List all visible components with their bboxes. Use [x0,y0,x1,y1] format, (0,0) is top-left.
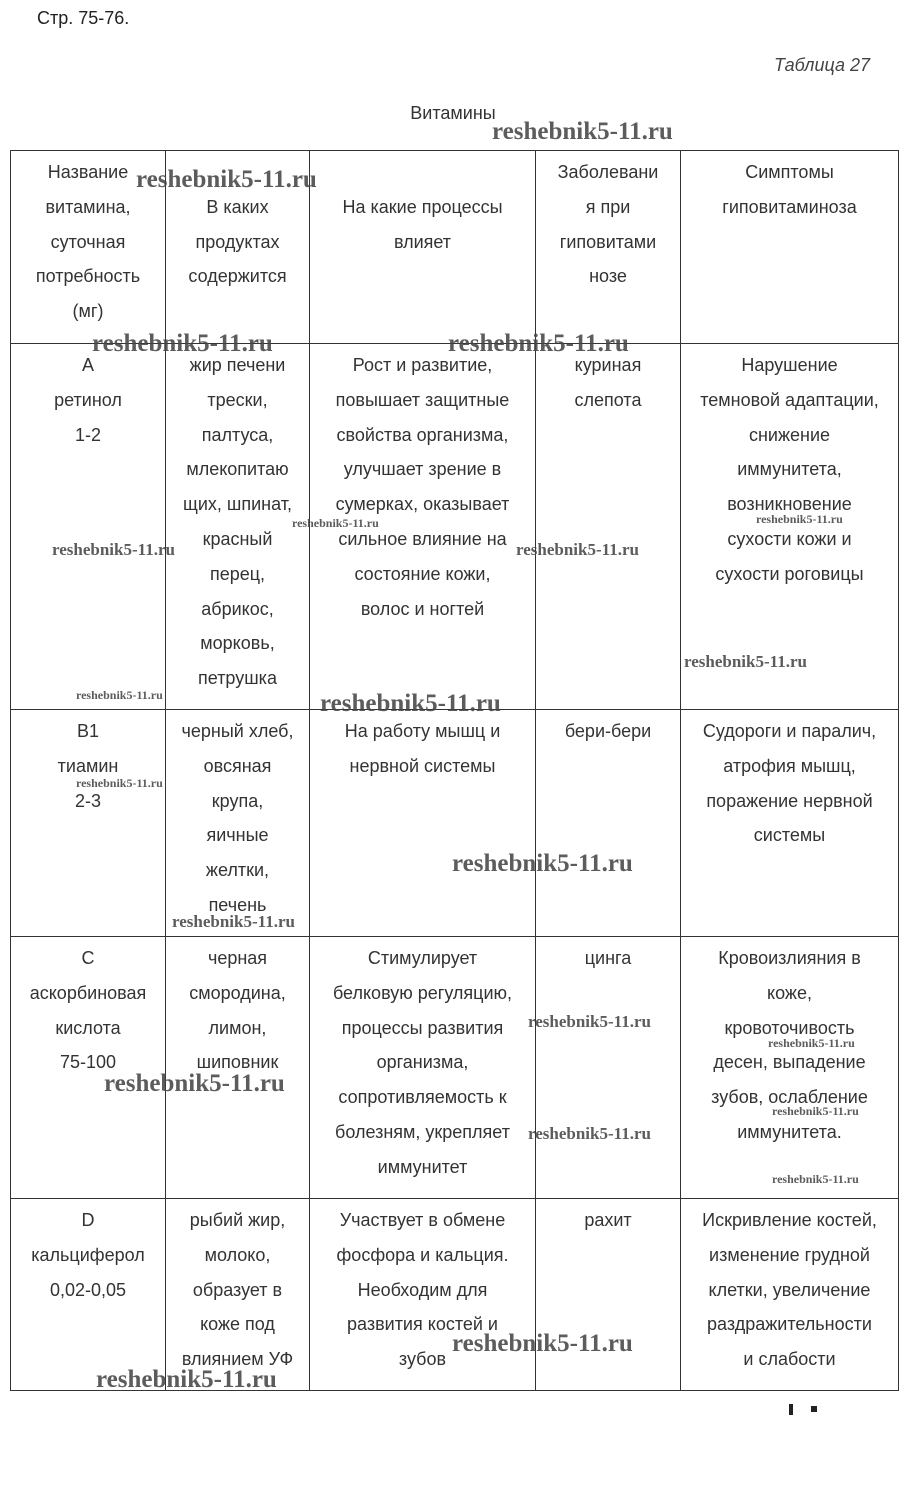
cell-text-line: витамина, [45,196,131,217]
header-cell-name [11,151,166,344]
cell-text-line: зубов [398,1349,447,1370]
cell-vitamin-name [11,344,166,710]
cell-text-line: волос и ногтей [360,598,485,619]
cell-text-line: кислота [55,1017,121,1038]
cell-text-line: Участвует в обмене [339,1210,506,1230]
cell-text-line: улучшает зрение в [343,459,502,480]
cell-text-line: перец, [209,563,266,584]
cell-text-line: сильное влияние на [338,528,507,549]
cell-text-line: изменение грудной [709,1244,870,1265]
watermark: reshebnik5-11.ru [96,1366,277,1393]
cell-text-line: образует в [192,1279,283,1300]
cell-text-line: куриная [574,355,642,375]
cell-text-line: 1-2 [74,424,101,445]
cell-text-line: шиповник [196,1052,279,1073]
watermark: reshebnik5-11.ru [104,1070,285,1097]
watermark: reshebnik5-11.ru [52,540,175,559]
cell-vitamin-name [11,1199,166,1391]
cell-text-line: аскорбиновая [29,982,147,1003]
page-reference: Стр. 75-76. [37,8,130,28]
cell-text-line: 0,02-0,05 [49,1279,127,1300]
cell-text-line: черная [207,948,268,968]
watermark: reshebnik5-11.ru [492,118,673,145]
cell-text-line: смородина, [189,982,286,1003]
cell-text-line: иммунитета. [737,1121,842,1142]
cell-text-line: бери-бери [564,721,652,741]
cell-text-line: десен, выпадение [713,1052,866,1073]
cell-text-line: клетки, увеличение [708,1279,871,1300]
cell-text-line: морковь, [200,633,275,654]
watermark: reshebnik5-11.ru [516,540,639,559]
cell-text-line: красный [202,528,273,549]
cell-text-line: 75-100 [59,1052,117,1073]
cell-text-line: влияет [393,231,452,252]
cell-text-line: нозе [589,266,627,287]
cell-text-line: сопротивляемость к [338,1087,507,1108]
cell-text-line: состояние кожи, [354,563,491,584]
cell-text-line: палтуса, [201,424,274,445]
cell-text-line: иммунитет [377,1156,468,1177]
cell-text-line: слепота [574,389,642,410]
cell-vitamin-name [11,710,166,937]
cell-text-line: Судороги и паралич, [702,721,877,741]
cell-products [166,344,310,710]
watermark: reshebnik5-11.ru [136,166,317,193]
cell-text-line: суточная [50,231,126,252]
cell-text-line: возникновение [727,494,852,515]
watermark: reshebnik5-11.ru [76,776,163,790]
watermark: reshebnik5-11.ru [292,516,379,530]
cell-text-line: коже под [200,1314,275,1335]
cell-processes [310,710,536,937]
cell-disease [536,937,681,1199]
cell-text-line: петрушка [198,668,277,689]
cell-products [166,710,310,937]
cell-text-line: иммунитета, [737,459,842,480]
cell-text-line: Рост и развитие, [352,355,493,375]
cell-disease [536,1199,681,1391]
cell-symptoms [681,710,899,937]
watermark: reshebnik5-11.ru [756,512,843,526]
watermark: reshebnik5-11.ru [768,1036,855,1050]
cell-text-line: Необходим для [357,1279,488,1300]
cell-text-line: рыбий жир, [189,1210,286,1230]
cell-text-line: С [81,948,95,968]
cell-text-line: сухости кожи и [727,528,852,549]
header-cell-disease [536,151,681,344]
cell-text-line: кровоточивость [724,1017,855,1038]
cell-text-line: повышает защитные [335,389,510,410]
cell-text-line: Заболевани [557,162,659,182]
watermark: reshebnik5-11.ru [772,1172,859,1186]
cell-text-line: 2-3 [74,790,101,811]
cell-text-line: коже, [767,982,812,1003]
cell-text-line: белковую регуляцию, [332,982,513,1003]
cell-text-line: млекопитаю [186,459,289,480]
cell-symptoms [681,1199,899,1391]
cell-text-line: зубов, ослабление [711,1087,868,1108]
cell-text-line: развития костей и [347,1314,498,1335]
cell-symptoms [681,344,899,710]
cell-text-line: фосфора и кальция. [336,1244,509,1265]
cell-text-line: снижение [748,424,831,445]
vitamins-table [10,150,899,1391]
watermark: reshebnik5-11.ru [448,330,629,357]
watermark: reshebnik5-11.ru [320,690,501,717]
header-cell-symptoms [681,151,899,344]
cell-text-line: я при [585,196,631,217]
watermark: reshebnik5-11.ru [452,1330,633,1357]
cell-text-line: тиамин [57,755,119,776]
cell-text-line: системы [753,825,826,846]
cell-text-line [314,155,531,190]
cell-text-line: желтки, [205,860,270,881]
cell-text-line: На какие процессы [342,196,503,217]
cell-text-line: Название [47,162,129,182]
cell-processes [310,937,536,1199]
cell-disease [536,710,681,937]
cell-text-line: сумерках, оказывает [335,494,510,515]
cell-text-line: содержится [188,266,287,287]
watermark: reshebnik5-11.ru [528,1124,651,1143]
cell-text-line: жир печени [189,355,286,375]
cell-processes [310,1199,536,1391]
cell-text-line: крупа, [211,790,264,811]
cell-text-line: (мг) [72,301,104,322]
cell-text-line: Искривление костей, [702,1210,877,1230]
cell-text-line: Стимулирует [367,948,478,968]
cell-products [166,1199,310,1391]
cell-text-line: гиповитами [559,231,657,252]
cell-symptoms [681,937,899,1199]
cell-products [166,937,310,1199]
watermark: reshebnik5-11.ru [92,330,273,357]
cell-text-line: процессы развития [341,1017,504,1038]
cell-text-line: D [81,1210,95,1230]
table-title: Витамины [410,103,496,123]
cell-text-line: потребность [35,266,141,287]
cell-text-line: атрофия мышц, [723,755,856,776]
cell-text-line: болезням, укрепляет [335,1121,510,1142]
cell-text-line: организма, [376,1052,469,1073]
cell-text-line: Кровоизлияния в [718,948,861,968]
header-cell-products [166,151,310,344]
cell-text-line: гиповитаминоза [722,196,857,217]
watermark: reshebnik5-11.ru [76,688,163,702]
cell-text-line: Симптомы [745,162,834,182]
cell-text-line: трески, [207,389,268,410]
cell-text-line: печень [208,894,267,915]
cell-text-line: На работу мышц и [344,721,501,741]
cell-text-line: нервной системы [349,755,496,776]
watermark: reshebnik5-11.ru [528,1012,651,1031]
cell-text-line: черный хлеб, [181,721,294,741]
cell-processes [310,344,536,710]
cell-text-line: Нарушение [741,355,838,375]
cell-text-line: поражение нервной [706,790,873,811]
watermark: reshebnik5-11.ru [684,652,807,671]
cell-text-line: молоко, [204,1244,271,1265]
cell-text-line: щих, шпинат, [183,494,292,515]
cell-text-line: сухости роговицы [715,563,864,584]
watermark: reshebnik5-11.ru [452,850,633,877]
cell-text-line: овсяная [203,755,272,776]
header-row [11,151,899,344]
header-cell-processes [310,151,536,344]
table-number-label: Таблица 27 [773,55,870,75]
table-row-vitamin-d [11,1199,899,1391]
cell-text-line: продуктах [195,231,280,252]
table-row-vitamin-c [11,937,899,1199]
cell-text-line: яичные [206,825,269,846]
cell-text-line: А [81,355,94,375]
cell-vitamin-name [11,937,166,1199]
cell-disease [536,344,681,710]
cell-text-line: раздражительности [707,1314,872,1335]
table-row-vitamin-a [11,344,899,710]
cell-text-line: абрикос, [201,598,274,619]
cell-text-line: кальциферол [31,1244,145,1265]
cell-text-line: влиянием УФ [181,1349,294,1370]
cell-text-line: В каких [206,196,269,217]
cell-text-line: лимон, [208,1017,267,1038]
cell-text-line: темновой адаптации, [700,389,879,410]
watermark: reshebnik5-11.ru [772,1104,859,1118]
cell-text-line: ретинол [54,389,122,410]
watermark: reshebnik5-11.ru [172,912,295,931]
table-row-vitamin-b1 [11,710,899,937]
cell-text-line: цинга [584,948,632,968]
cell-text-line: и слабости [743,1349,836,1370]
cell-text-line: свойства организма, [336,424,509,445]
cell-text-line: рахит [584,1210,632,1230]
cell-text-line [170,155,305,190]
cell-text-line: В1 [76,721,100,741]
